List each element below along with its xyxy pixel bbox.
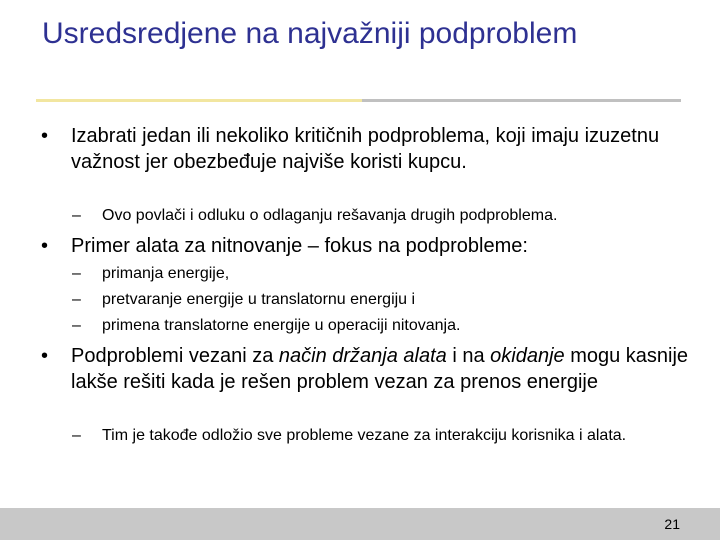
bullet-text-emphasis: način držanja alata [278,345,447,367]
bullet-item-3 [41,343,691,395]
sub-bullet-3-1 [72,425,692,447]
bullet-symbol: • [41,235,49,257]
bullet-text-part: mogu kasnije lakše rešiti kada je rešen problem vezan za prenos energije [71,345,689,393]
sub-bullet-2-1 [72,263,692,285]
bullet-text-part: Podproblemi vezani za [71,345,279,367]
sub-bullet-1-1 [72,205,692,227]
slide-title: Usredsredjene na najvažniji podproblem [42,17,578,50]
bullet-text: Primer alata za nitnovanje – fokus na podprobleme: [71,235,528,257]
bullet-item-2 [41,233,691,259]
sub-bullet-2-3 [72,315,692,337]
footer-bar [0,508,720,540]
dash-symbol: – [72,317,81,334]
sub-bullet-text: primanja energije, [102,265,230,282]
dash-symbol: – [72,427,81,444]
title-divider-accent [36,99,362,102]
bullet-text-part: i na [446,345,491,367]
sub-bullet-text: Tim je takođe odložio sve probleme vezane za interakciju korisnika i alata. [102,427,627,444]
page-number: 21 [664,516,680,532]
dash-symbol: – [72,291,81,308]
bullet-text: Izabrati jedan ili nekoliko kritičnih podproblema, koji imaju izuzetnu važnost jer obezbeđuje najviše koristi kupcu. [71,125,660,173]
dash-symbol: – [72,207,81,224]
sub-bullet-text: primena translatorne energije u operaciji nitovanja. [102,317,461,334]
bullet-text-emphasis: okidanje [490,345,565,367]
bullet-item-1 [41,123,691,175]
sub-bullet-text: pretvaranje energije u translatornu energiju i [102,291,416,308]
bullet-symbol: • [41,125,49,147]
dash-symbol: – [72,265,81,282]
sub-bullet-text: Ovo povlači i odluku o odlaganju rešavanja drugih podproblema. [102,207,558,224]
bullet-symbol: • [41,345,49,367]
sub-bullet-2-2 [72,289,692,311]
